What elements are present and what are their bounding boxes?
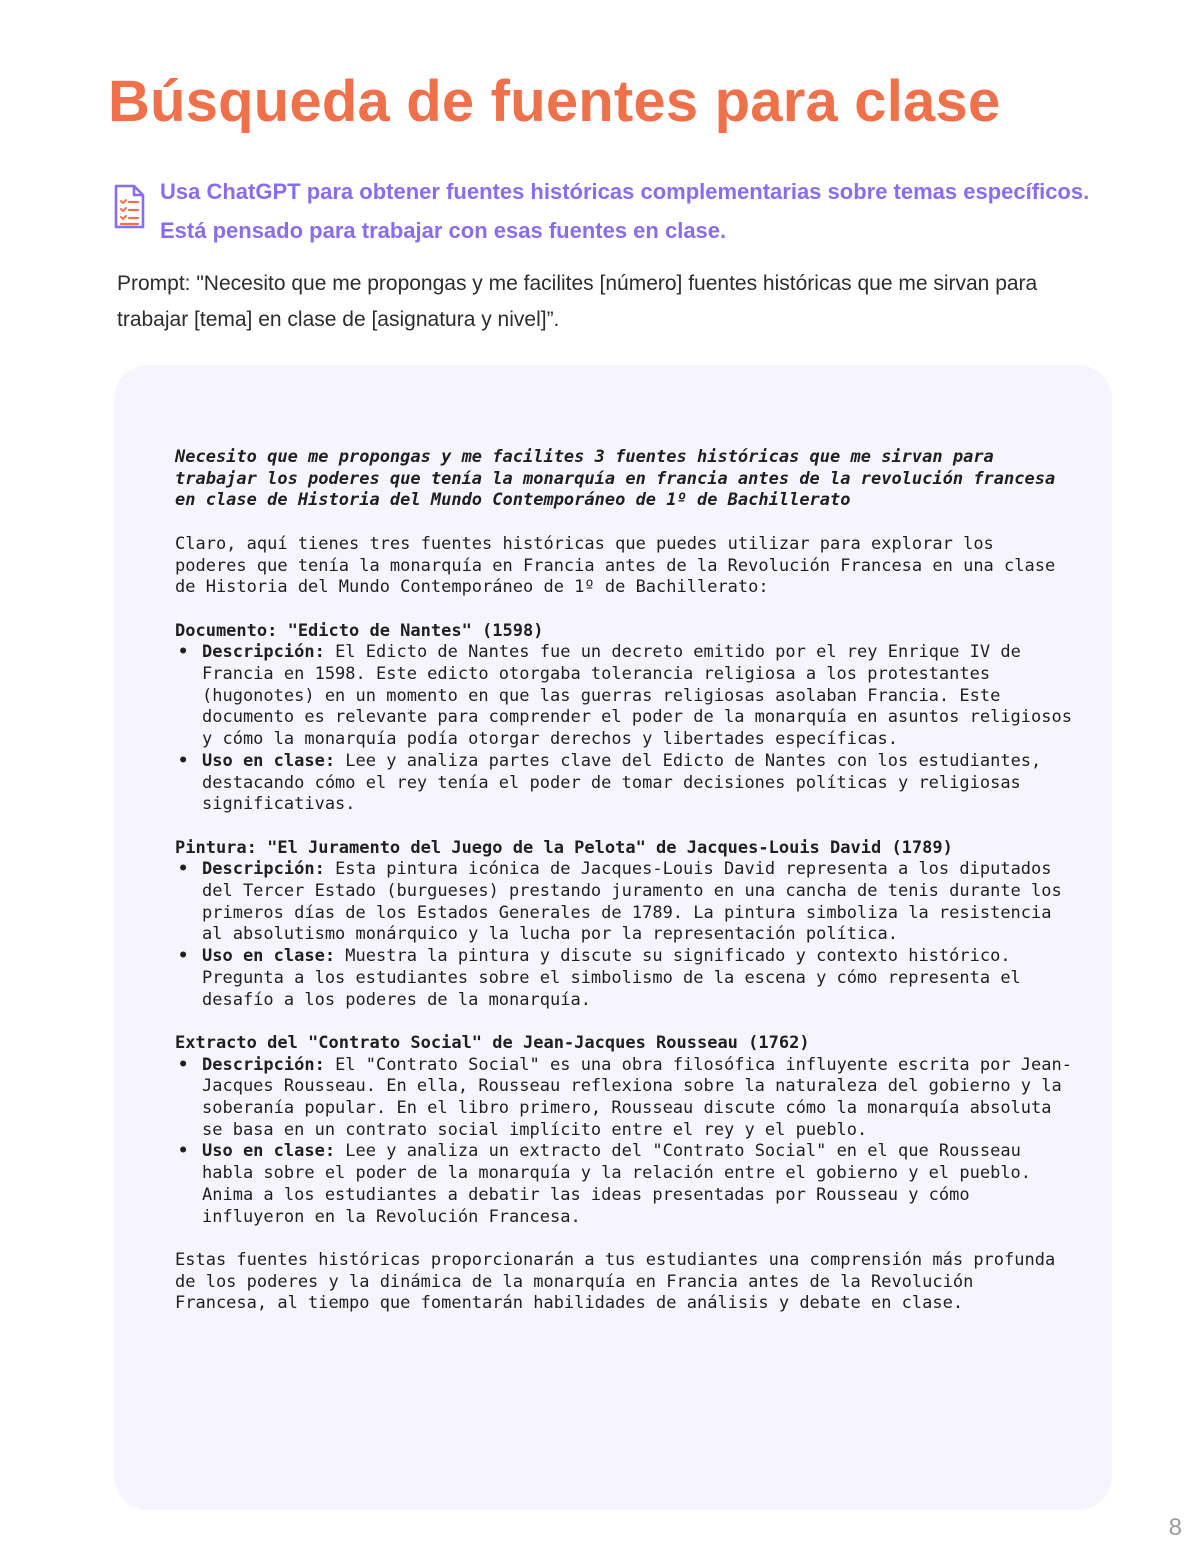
description-label: Descripción: [202,642,325,663]
description-text: El Edicto de Nantes fue un decreto emitido por el rey Enrique IV de Francia en 1598. Este edicto otorgaba tolerancia religiosa a los protestantes (hugonotes) en un momento en que las guerras religiosas asolaban Francia. Este documento es relevante para comprender el poder de la monarquía en asuntos religiosos y cómo la monarquía podía otorgar derechos y libertades específicas. [202,642,1072,750]
source-heading: Documento: "Edicto de Nantes" (1598) [175,620,544,641]
source-description [175,1055,1075,1142]
checklist-document-icon [112,184,146,230]
source-classroom-use [175,1141,1075,1228]
source-description [175,642,1075,751]
classroom-use-label: Uso en clase: [202,1141,336,1162]
source-heading: Extracto del "Contrato Social" de Jean-Jacques Rousseau (1762) [175,1032,810,1053]
prompt-template: Prompt: "Necesito que me propongas y me facilites [número] fuentes históricas que me sirvan para trabajar [tema] en clase de [asignatura y nivel]”. [117,272,1038,331]
chat-content [175,447,1075,1315]
source-classroom-use [175,946,1075,1011]
source-details [175,859,1075,1011]
user-prompt: Necesito que me propongas y me facilites 3 fuentes históricas que me sirvan para trabajar los poderes que tenía la monarquía en francia antes de la revolución francesa en clase de Historia del Mundo Contemporáneo de 1º de Bachillerato [175,447,1056,511]
classroom-use-label: Uso en clase: [202,946,336,967]
classroom-use-label: Uso en clase: [202,750,336,771]
classroom-use-text: Muestra la pintura y discute su significado y contexto histórico. Pregunta a los estudiantes sobre el simbolismo de la escena y cómo representa el desafío a los poderes de la monarquía. [202,946,1021,1010]
description-label: Descripción: [202,1054,325,1075]
chat-transcript-card [114,365,1112,1510]
source-block [175,1033,1075,1228]
answer-closing: Estas fuentes históricas proporcionarán a tus estudiantes una comprensión más profunda de los poderes y la dinámica de la monarquía en Francia antes de la Revolución Francesa, al tiempo que fomentarán habilidades de análisis y debate en clase. [175,1249,1056,1314]
answer-intro: Claro, aquí tienes tres fuentes históricas que puedes utilizar para explorar los poderes que tenía la monarquía en Francia antes de la Revolución Francesa en una clase de Historia del Mundo Contemporáneo de 1º de Bachillerato: [175,533,1056,598]
source-details [175,1055,1075,1229]
description-text: El "Contrato Social" es una obra filosófica influyente escrita por Jean-Jacques Rousseau. En ella, Rousseau reflexiona sobre la naturaleza del gobierno y la soberanía popular. En el libro primero, Rousseau discute cómo la monarquía absoluta se basa en un contrato social implícito entre el rey y el pueblo. [202,1054,1072,1140]
source-block [175,621,1075,816]
source-description [175,859,1075,946]
description-text: Esta pintura icónica de Jacques-Louis David representa a los diputados del Tercer Estado (burgueses) prestando juramento en una cancha de tenis durante los primeros días de los Estados Generales de 1789. La pintura simboliza la resistencia al absolutismo monárquico y la lucha por la representación política. [202,859,1062,945]
page-number: 8 [1168,1514,1182,1541]
source-block [175,838,1075,1012]
classroom-use-text: Lee y analiza un extracto del "Contrato Social" en el que Rousseau habla sobre el poder de la monarquía y la relación entre el gobierno y el pueblo. Anima a los estudiantes a debatir las ideas presentadas por Rousseau y cómo influyeron en la Revolución Francesa. [202,1141,1032,1227]
intro-text: Usa ChatGPT para obtener fuentes históricas complementarias sobre temas específicos. Está pensado para trabajar con esas fuentes en clase. [160,179,1090,243]
classroom-use-text: Lee y analiza partes clave del Edicto de Nantes con los estudiantes, destacando cómo el rey tenía el poder de tomar decisiones políticas y religiosas significativas. [202,750,1042,815]
description-label: Descripción: [202,859,325,880]
source-details [175,642,1075,816]
source-classroom-use [175,751,1075,816]
page-title: Búsqueda de fuentes para clase [108,69,1001,134]
source-heading: Pintura: "El Juramento del Juego de la Pelota" de Jacques-Louis David (1789) [175,837,953,858]
